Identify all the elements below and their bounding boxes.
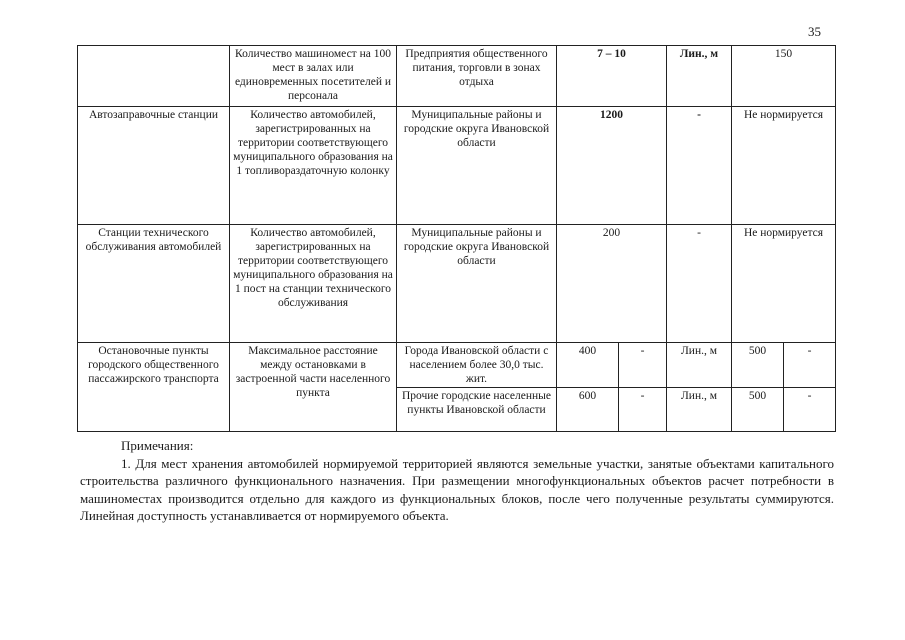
dash-cell: - — [619, 388, 667, 432]
indicator-cell: Количество автомобилей, зарегистрированных на территории соответствующего муниципального образования на 1 топливораздаточную колонку — [230, 107, 397, 225]
table-row — [78, 107, 836, 225]
territory-cell: Муниципальные районы и городские округа Ивановской области — [397, 107, 557, 225]
territory-cell: Предприятия общественного питания, торговли в зонах отдыха — [397, 46, 557, 107]
indicator-cell: Количество автомобилей, зарегистрированных на территории соответствующего муниципального образования на 1 пост на станции технического обслуживания — [230, 225, 397, 343]
value-cell: 7 – 10 — [557, 46, 667, 107]
page-number: 35 — [808, 24, 821, 39]
distance-cell: Не нормируется — [732, 107, 836, 225]
unit-cell: Лин., м — [667, 343, 732, 388]
object-cell: Станции технического обслуживания автомобилей — [78, 225, 230, 343]
dash-cell: - — [784, 343, 836, 388]
unit-cell: - — [667, 107, 732, 225]
distance-cell: 500 — [732, 388, 784, 432]
distance-cell: 500 — [732, 343, 784, 388]
value-cell: 600 — [557, 388, 619, 432]
value-cell: 200 — [557, 225, 667, 343]
unit-cell: - — [667, 225, 732, 343]
unit-cell: Лин., м — [667, 46, 732, 107]
indicator-cell: Количество машиномест на 100 мест в залах или единовременных посетителей и персонала — [230, 46, 397, 107]
notes-heading: Примечания: — [121, 438, 194, 453]
unit-cell: Лин., м — [667, 388, 732, 432]
table-row — [78, 225, 836, 343]
object-cell: Автозаправочные станции — [78, 107, 230, 225]
distance-cell: 150 — [732, 46, 836, 107]
value-cell: 1200 — [557, 107, 667, 225]
object-cell: Остановочные пункты городского общественного пассажирского транспорта — [78, 343, 230, 432]
territory-cell: Муниципальные районы и городские округа Ивановской области — [397, 225, 557, 343]
territory-cell: Города Ивановской области с населением более 30,0 тыс. жит. — [397, 343, 557, 388]
indicator-cell: Максимальное расстояние между остановками в застроенной части населенного пункта — [230, 343, 397, 432]
norms-table — [77, 45, 836, 432]
object-cell — [78, 46, 230, 107]
value-cell: 400 — [557, 343, 619, 388]
dash-cell: - — [784, 388, 836, 432]
table-row — [78, 343, 836, 388]
dash-cell: - — [619, 343, 667, 388]
notes-section — [80, 437, 834, 525]
distance-cell: Не нормируется — [732, 225, 836, 343]
notes-text: 1. Для мест хранения автомобилей нормируемой территорией являются земельные участки, занятые объектами капитального строительства различного функционального назначения. При размещении многофункциональных объектов расчет потребности в машиноместах производится отдельно для каждого из функциональных блоков, после чего полученные результаты суммируются. Линейная доступность устанавливается от нормируемого объекта. — [80, 455, 834, 524]
table-row — [78, 46, 836, 107]
territory-cell: Прочие городские населенные пункты Ивановской области — [397, 388, 557, 432]
